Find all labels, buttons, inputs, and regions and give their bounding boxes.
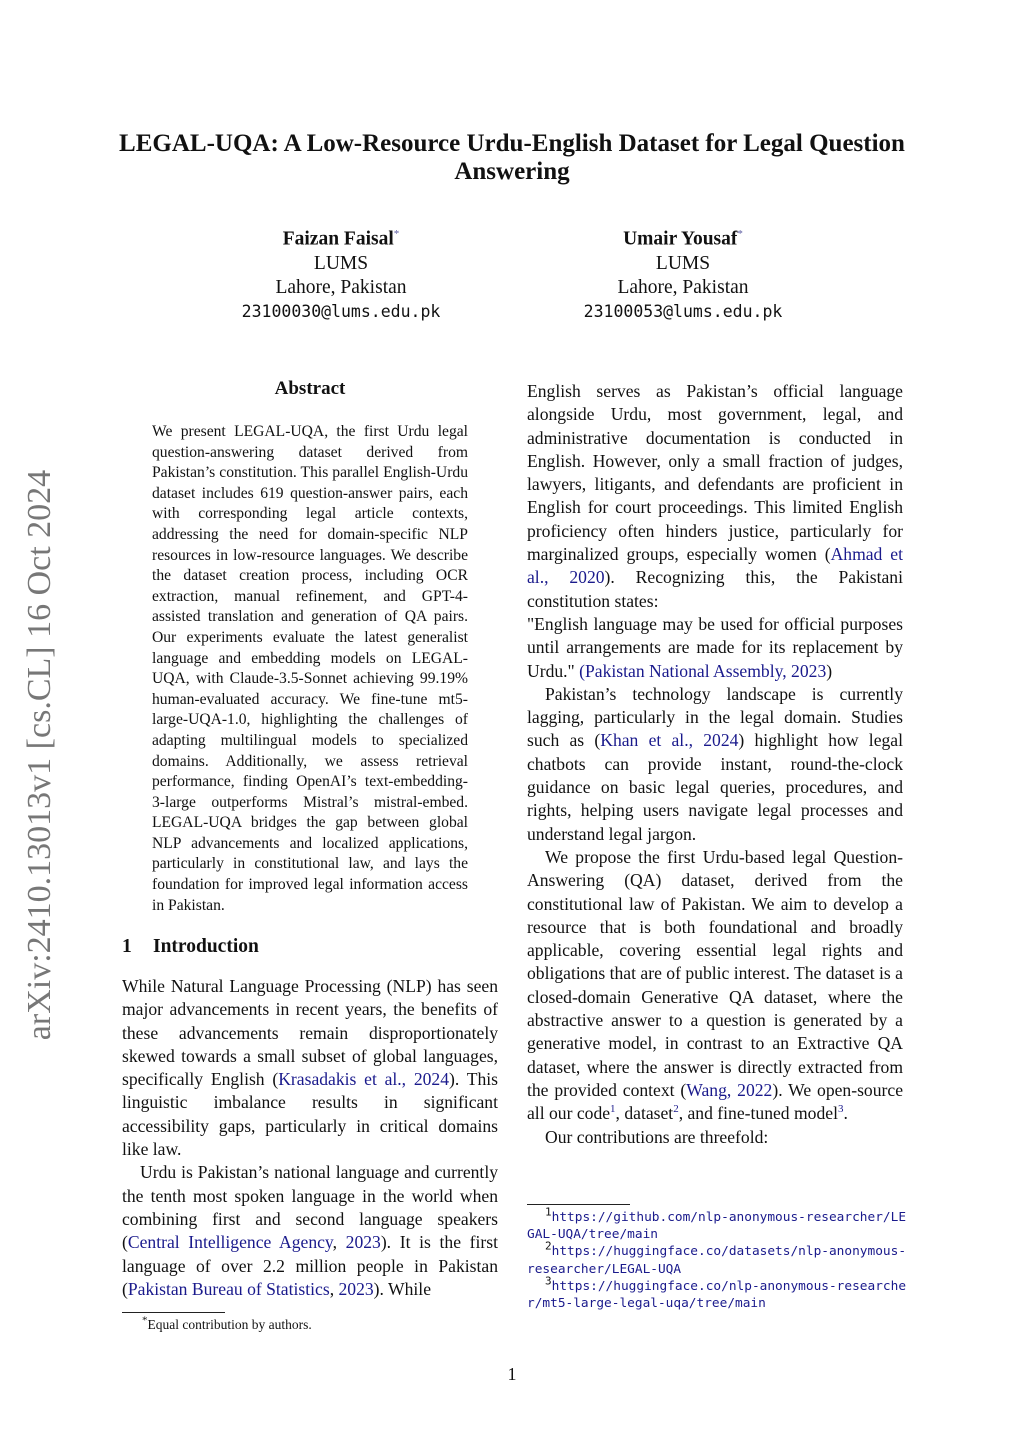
author-location: Lahore, Pakistan — [275, 276, 407, 298]
block-quote — [527, 613, 903, 683]
citation-link[interactable]: Khan et al., 2024 — [600, 730, 739, 751]
author-footnote-mark[interactable]: * — [737, 228, 743, 240]
citation-link[interactable]: 2023 — [345, 1232, 381, 1253]
text-run: . — [843, 1103, 848, 1124]
citation-link[interactable]: Pakistan Bureau of Statistics — [127, 1278, 330, 1299]
section-title: Introduction — [153, 936, 259, 957]
text-run: , — [332, 1232, 346, 1253]
citation-link[interactable]: Central Intelligence Agency — [127, 1232, 333, 1253]
footnote-url[interactable] — [527, 1274, 907, 1312]
text-run: Pakistan’s technology landscape is currently lagging, particularly in the legal domain. Studies such as ( — [527, 683, 903, 751]
footnote-rule — [527, 1204, 630, 1205]
footnote-url[interactable] — [527, 1240, 907, 1277]
footnote-mark: * — [142, 1314, 148, 1327]
footnote-rule — [122, 1312, 225, 1313]
footnote-mark: 2 — [545, 1240, 552, 1254]
citation-link[interactable]: Krasadakis et al., 2024 — [278, 1069, 450, 1090]
paragraph — [527, 683, 903, 846]
author-affiliation: LUMS — [655, 252, 711, 274]
author-name: Faizan Faisal — [282, 228, 394, 250]
text-run: , dataset — [615, 1103, 674, 1124]
author-block — [533, 222, 833, 324]
text-run: While Natural Language Processing (NLP) has seen major advancements in recent years, the benefits of these advancements remain disproportionately skewed towards a small subset of global languages, specifically English ( — [122, 976, 498, 1090]
citation-link[interactable]: 2023 — [338, 1278, 374, 1299]
author-email: 23100053@lums.edu.pk — [583, 301, 783, 321]
footnote-mark: 3 — [545, 1274, 552, 1288]
page-number: 1 — [507, 1364, 517, 1384]
text-run: ). It is the first language of over 2.2 million people in Pakistan ( — [122, 1232, 498, 1299]
section-heading — [122, 936, 259, 958]
abstract-heading: Abstract — [274, 378, 346, 399]
paragraph — [527, 1126, 903, 1149]
text-run: We propose the first Urdu-based legal Question-Answering (QA) dataset, derived from the constitutional law of Pakistan. We aim to develop a resource that is both foundational and broadly applicable, covering essential legal rights and obligations that are of public interest. The dataset is a closed-domain Generative QA dataset, where the abstractive answer to a question is generated by a generative model, in contrast to an Extractive QA dataset, where the answer is directly extracted from the provided context ( — [527, 846, 903, 1100]
footnote-ref[interactable]: 3 — [837, 1103, 844, 1116]
text-run: Our contributions are threefold: — [545, 1126, 769, 1147]
text-run: ) — [826, 660, 833, 681]
footnote-ref[interactable]: 1 — [610, 1103, 616, 1116]
paragraph — [527, 846, 903, 1126]
text-run: "English language may be used for official purposes until arrangements are made for its replacement by Urdu." — [527, 613, 903, 681]
text-run: ). While — [373, 1278, 431, 1299]
paragraph — [122, 975, 498, 1161]
footnote-link[interactable]: https://huggingface.co/datasets/nlp-anonymous-researcher/LEGAL-UQA — [527, 1244, 907, 1277]
footnote-link[interactable]: https://github.com/nlp-anonymous-researcher/LEGAL-UQA/tree/main — [527, 1210, 907, 1243]
text-run: English serves as Pakistan’s official language alongside Urdu, most government, legal, and administrative documentation is conducted in English. However, only a small fraction of judges, lawyers, litigants, and defendants are proficient in English for court proceedings. This limited English proficiency often hinders justice, particularly for marginalized groups, especially women ( — [527, 381, 903, 565]
abstract-text: We present LEGAL-UQA, the first Urdu legal question-answering dataset derived from Pakistan’s constitution. This parallel English-Urdu dataset includes 619 question-answer pairs, each with corresponding legal article contexts, addressing the need for domain-specific NLP resources in low-resource languages. We describe the dataset creation process, including OCR extraction, manual refinement, and GPT-4-assisted translation and generation of QA pairs. Our experiments evaluate the latest generalist language and embedding models on LEGAL-UQA, with Claude-3.5-Sonnet achieving 99.19% human-evaluated accuracy. We fine-tune mt5-large-UQA-1.0, highlighting the challenges of adapting multilingual models to specialized domains. Additionally, we assess retrieval performance, finding OpenAI’s text-embedding-3-large outperforms Mistral’s mistral-embed. LEGAL-UQA bridges the gap between global NLP advancements and localized applications, particularly in constitutional law, and lays the foundation for improved legal information access in Pakistan. — [152, 423, 468, 914]
right-column-body — [527, 380, 903, 1149]
footnotes — [527, 1205, 907, 1312]
author-block — [191, 222, 491, 324]
text-run: ). We open-source all our code — [527, 1079, 903, 1124]
footnote-text: Equal contribution by authors. — [147, 1317, 312, 1332]
footnote-link[interactable]: https://huggingface.co/nlp-anonymous-researcher/mt5-large-legal-uqa/tree/main — [527, 1278, 907, 1312]
text-run: , and fine-tuned model — [678, 1103, 838, 1124]
text-run: ) highlight how legal chatbots can provide instant, round-the-clock guidance on basic legal queries, procedures, and rights, helping users navigate legal processes and understand legal jargon. — [527, 730, 903, 844]
footnote-ref[interactable]: 2 — [673, 1103, 679, 1116]
paragraph — [527, 380, 903, 613]
paper-title: LEGAL-UQA: A Low-Resource Urdu-English Dataset for Legal Question Answering — [119, 130, 905, 185]
text-run: ). Recognizing this, the Pakistani constitution states: — [527, 567, 903, 611]
citation-link[interactable]: Ahmad et al., 2020 — [527, 544, 903, 588]
text-run: ). This linguistic imbalance results in significant accessibility gaps, particularly in critical domains like law. — [122, 1069, 498, 1160]
arxiv-side-stamp: arXiv:2410.13013v1 [cs.CL] 16 Oct 2024 — [21, 469, 58, 1041]
author-footnote-mark[interactable]: * — [393, 228, 400, 240]
author-email: 23100030@lums.edu.pk — [241, 301, 441, 321]
author-affiliation: LUMS — [313, 252, 369, 274]
text-run: , — [329, 1278, 339, 1299]
footnote-url[interactable] — [527, 1205, 907, 1243]
citation-link[interactable]: Wang, 2022 — [686, 1079, 773, 1100]
paragraph — [122, 1161, 498, 1301]
citation-link[interactable]: (Pakistan National Assembly, 2023 — [579, 660, 827, 681]
author-name: Umair Yousaf — [623, 228, 738, 250]
footnote — [142, 1316, 312, 1333]
footnote-mark: 1 — [545, 1205, 552, 1219]
section-number: 1 — [122, 936, 132, 957]
text-run: Urdu is Pakistan’s national language and currently the tenth most spoken language in the world when combining first and second language speakers ( — [122, 1162, 498, 1253]
left-column-body — [122, 975, 498, 1301]
author-location: Lahore, Pakistan — [617, 276, 749, 298]
